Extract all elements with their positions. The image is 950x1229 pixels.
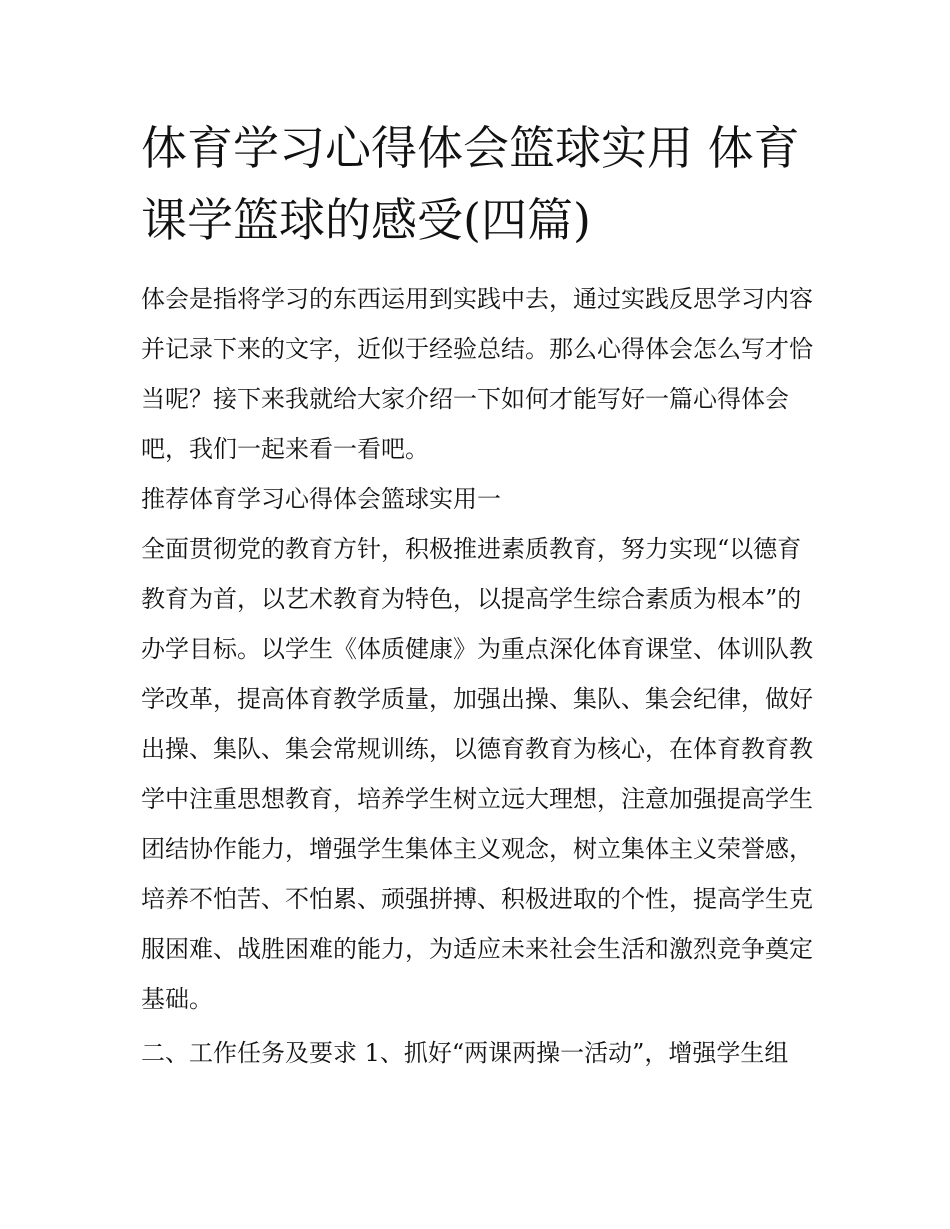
intro-paragraph: 体会是指将学习的东西运用到实践中去，通过实践反思学习内容并记录下来的文字，近似于经验总结。那么心得体会怎么写才恰当呢？接下来我就给大家介绍一下如何才能写好一篇心得体会吧，我们一起来看一看吧。 xyxy=(141,285,813,463)
body-paragraph-1: 全面贯彻党的教育方针，积极推进素质教育，努力实现“以德育教育为首，以艺术教育为特色，以提高学生综合素质为根本”的办学目标。以学生《体质健康》为重点深化体育课堂、体训队教学改革，提高体育教学质量，加强出操、集队、集会纪律，做好出操、集队、集会常规训练，以德育教育为核心，在体育教育教学中注重思想教育，培养学生树立远大理想，注意加强提高学生团结协作能力，增强学生集体主义观念，树立集体主义荣誉感，培养不怕苦、不怕累、顽强拼搏、积极进取的个性，提高学生克服困难、战胜困难的能力，为适应未来社会生活和激烈竞争奠定基础。 xyxy=(141,535,813,1013)
document-body xyxy=(141,112,813,1078)
section-heading: 推荐体育学习心得体会篮球实用一 xyxy=(141,485,501,513)
body-paragraph-2: 二、工作任务及要求 1、抓好“两课两操一活动”，增强学生组 xyxy=(141,1039,789,1067)
document-title: 体育学习心得体会篮球实用 体育课学篮球的感受(四篇) xyxy=(141,121,800,247)
